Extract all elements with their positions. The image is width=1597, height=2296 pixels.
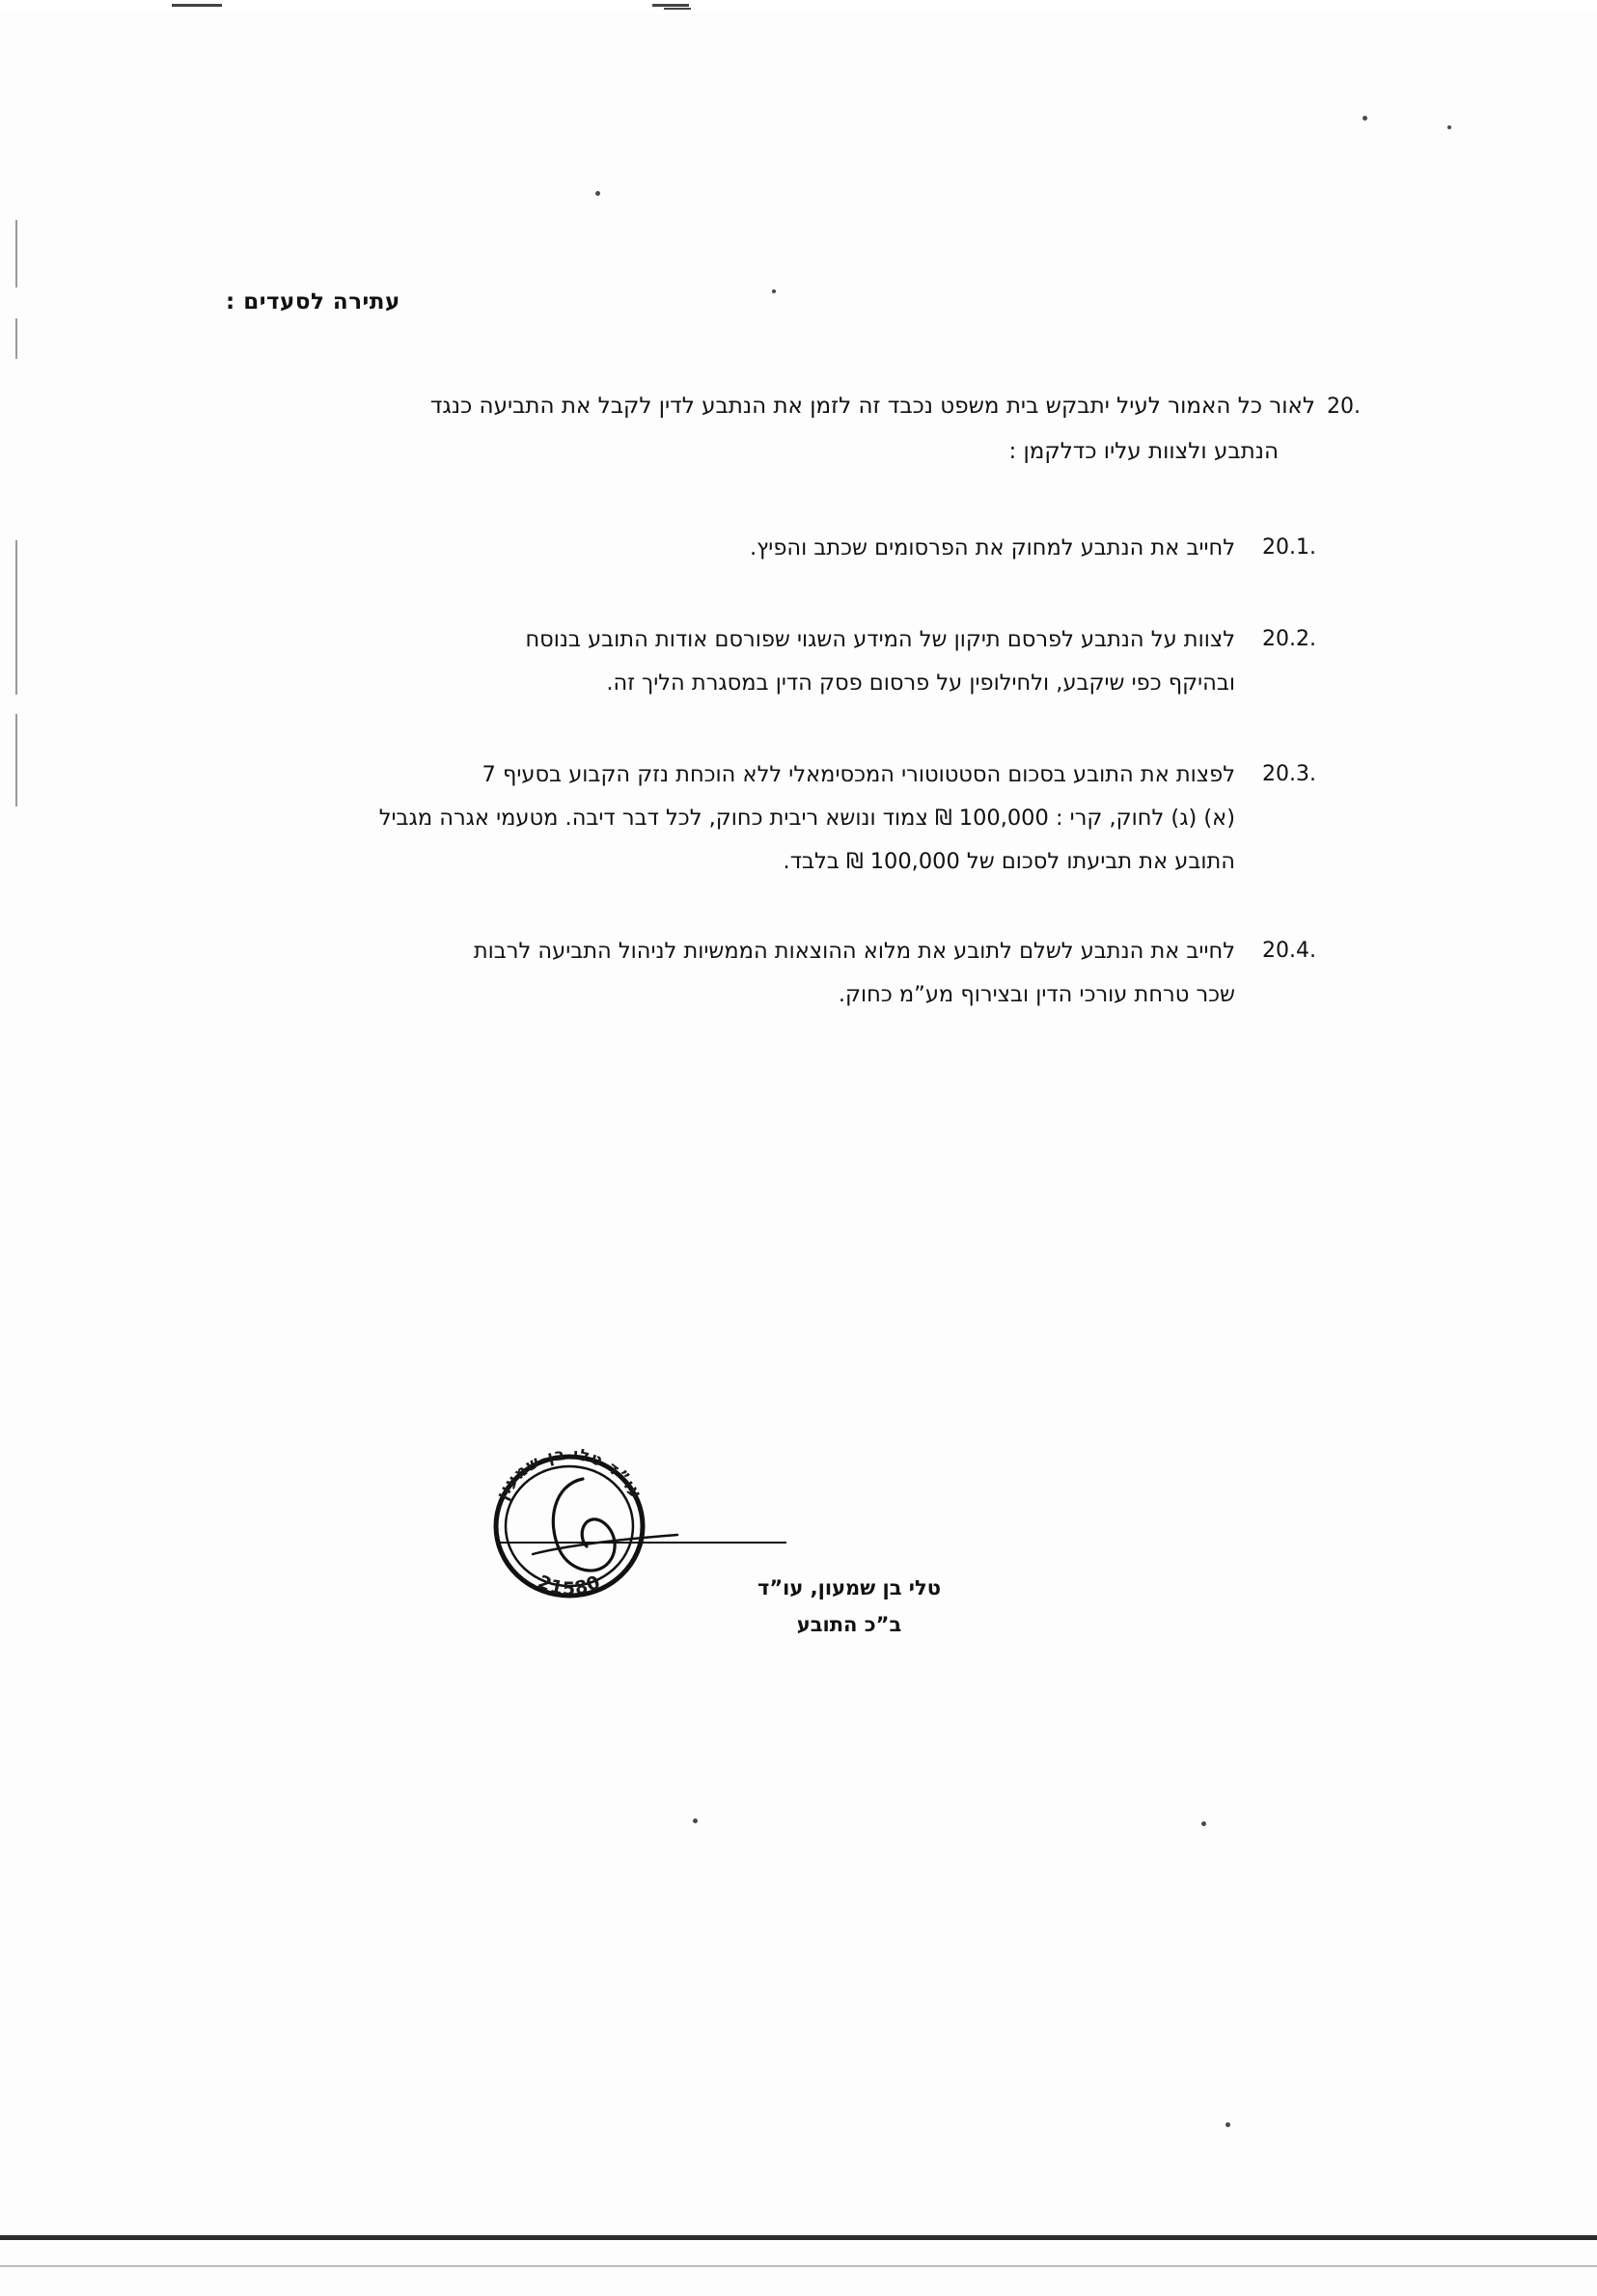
- svg-text:21580: 21580: [534, 1571, 605, 1599]
- subclause-20-4: [222, 930, 1361, 1017]
- subclause-20-1-line-1: לחייב את הנתבע למחוק את הפרסומים שכתב והפיץ.: [750, 535, 1235, 561]
- document-body: [222, 289, 1361, 1636]
- scan-speck: [1201, 1821, 1206, 1826]
- scan-artifact-dash: [664, 8, 691, 10]
- scan-speck: [1225, 2122, 1230, 2127]
- subclause-20-1: [222, 527, 1361, 570]
- scan-speck: [595, 191, 600, 196]
- scan-artifact-dash: [652, 4, 689, 7]
- subclause-20-4-line-1: לחייב את הנתבע לשלם לתובע את מלוא ההוצאות הממשיות לניהול התביעה לרבות: [473, 939, 1235, 965]
- scan-artifact-line: [15, 540, 17, 695]
- subclause-20-3: [222, 753, 1361, 884]
- scan-artifact-dash: [172, 4, 222, 7]
- scan-speck: [1363, 116, 1367, 121]
- section-heading: [222, 289, 1361, 314]
- subclause-20-2-line-1: לצוות על הנתבע לפרסם תיקון של המידע השגוי שפורסם אודות התובע בנוסח: [525, 627, 1235, 653]
- clause-20-number: .20: [1327, 395, 1361, 419]
- subclause-20-2-number: .20.2: [1262, 627, 1316, 652]
- scan-artifact-line: [15, 318, 17, 359]
- clause-20-line-1: לאור כל האמור לעיל יתבקש בית משפט נכבד זה לזמן את הנתבע לדין לקבל את התביעה כנגד: [429, 394, 1315, 419]
- subclause-20-4-line-2: שכר טרחת עורכי הדין ובצירוף מע”מ כחוק.: [838, 982, 1235, 1008]
- signature-line: [497, 1542, 786, 1544]
- subclause-20-2: [222, 618, 1361, 705]
- clause-20: [222, 384, 1361, 475]
- scan-top-edge: [0, 0, 1597, 14]
- scan-bottom-edge-secondary: [0, 2265, 1597, 2267]
- section-heading-text: עתירה לסעדים :: [226, 289, 400, 314]
- scan-artifact-line: [15, 220, 17, 287]
- subclause-20-1-number: .20.1: [1262, 535, 1316, 560]
- clause-20-line-2: הנתבע ולצוות עליו כדלקמן :: [1008, 439, 1279, 465]
- scan-speck: [693, 1818, 698, 1823]
- lawyer-stamp-icon: [481, 1437, 659, 1611]
- scan-bottom-edge: [0, 2235, 1597, 2240]
- subclause-20-4-number: .20.4: [1262, 939, 1316, 964]
- subclause-20-2-line-2: ובהיקף כפי שיקבע, ולחילופין על פרסום פסק הדין במסגרת הליך זה.: [606, 670, 1235, 697]
- subclause-20-3-line-2: (א) (ג) לחוק, קרי : 100,000 ₪ צמוד ונושא ריבית כחוק, לכל דבר דיבה. מטעמי אגרה מגביל: [378, 806, 1235, 832]
- signature-name: טלי בן שמעון, עו”ד: [757, 1576, 941, 1599]
- signature-block: [675, 1572, 1023, 1641]
- scan-artifact-line: [15, 714, 17, 806]
- scan-speck: [1447, 125, 1451, 129]
- signature-role: ב”כ התובע: [796, 1612, 902, 1636]
- svg-text:עו”ד טלי בן-שמעון: עו”ד טלי בן-שמעון: [492, 1444, 647, 1504]
- subclause-20-3-line-3: התובע את תביעתו לסכום של 100,000 ₪ בלבד.: [783, 849, 1235, 875]
- subclause-20-3-number: .20.3: [1262, 762, 1316, 787]
- subclause-20-3-line-1: לפצות את התובע בסכום הסטטוטורי המכסימאלי ללא הוכחת נזק הקבוע בסעיף 7: [482, 762, 1235, 788]
